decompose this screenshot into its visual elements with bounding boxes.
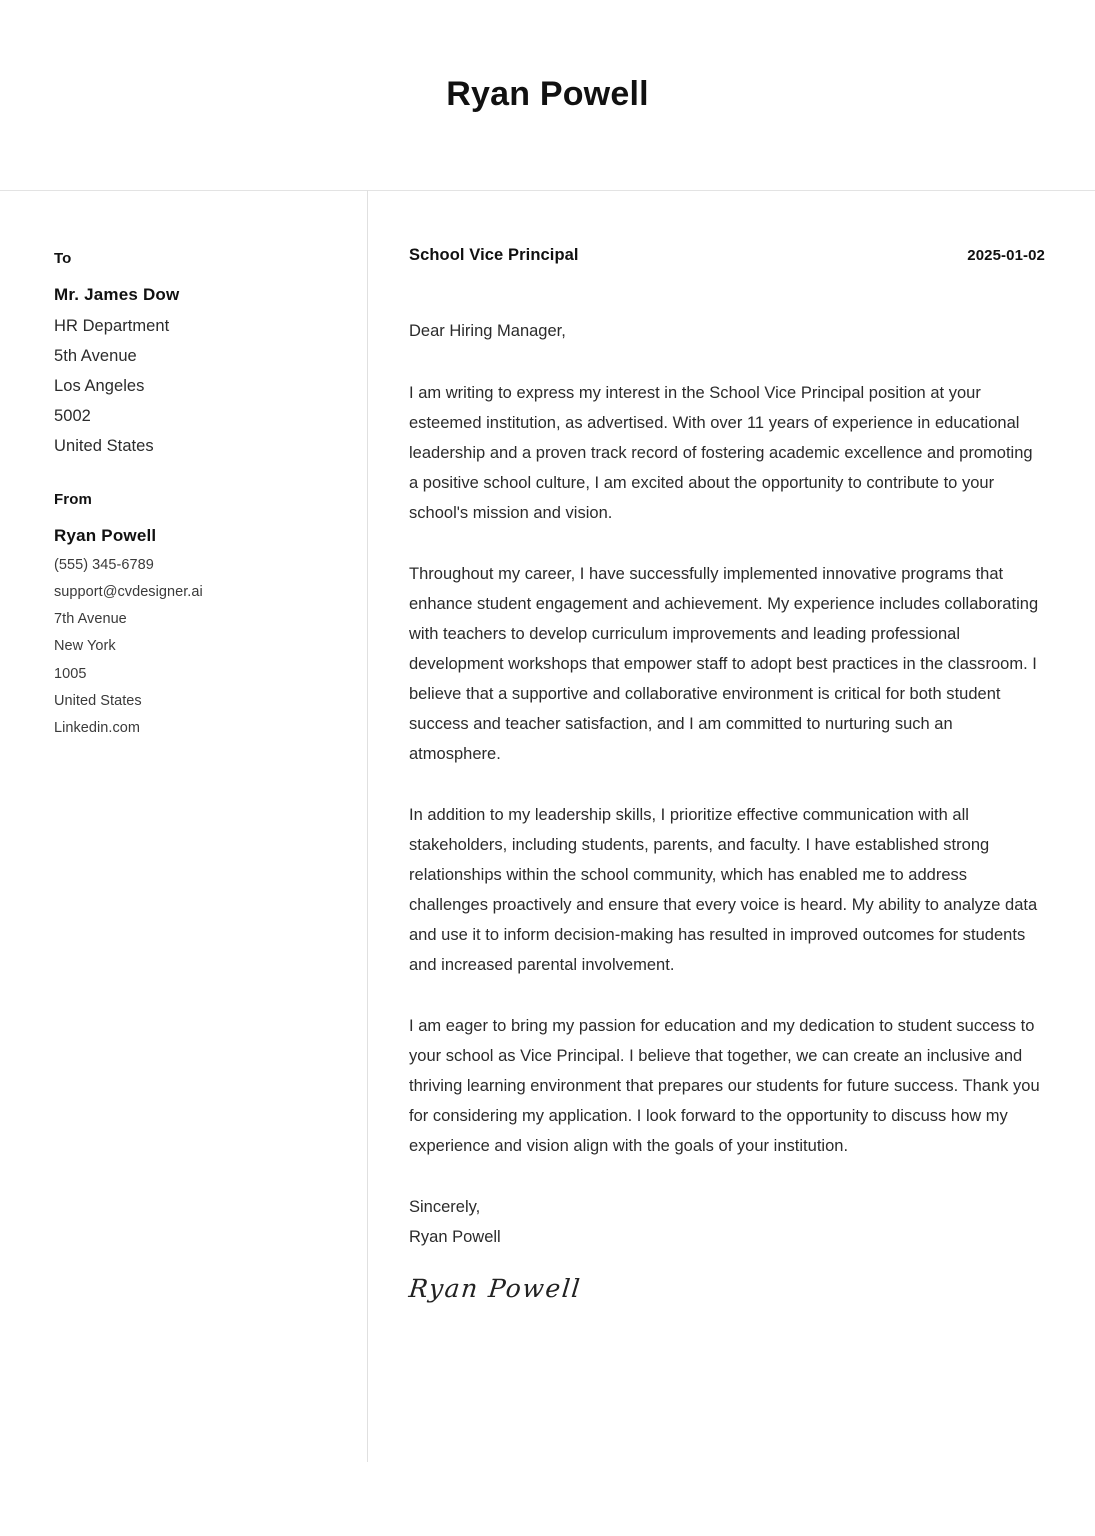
closing-block — [409, 1192, 1045, 1252]
job-title: School Vice Principal — [409, 246, 579, 264]
recipient-line: HR Department — [54, 317, 170, 335]
sender-phone: (555) 345-6789 — [54, 557, 154, 574]
page-title: Ryan Powell — [446, 75, 649, 114]
address-sidebar — [0, 190, 367, 772]
salutation: Dear Hiring Manager, — [409, 322, 566, 340]
body-paragraph: In addition to my leadership skills, I prioritize effective communication with all stakeholders, including students, parents, and faculty. I have established strong relationships within the school community, which has enabled me to address challenges proactively and ensure that every voice is heard. My ability to analyze data and use it to inform decision-making has resulted in improved outcomes for students and increased parental involvement. — [409, 805, 1038, 975]
recipient-line: 5th Avenue — [54, 347, 137, 366]
recipient-line: Los Angeles — [54, 377, 145, 396]
body-paragraph: I am eager to bring my passion for education and my dedication to student success to your school as Vice Principal. I believe that together, we can create an inclusive and thriving learning environment that prepares our students for future success. Thank you for considering my application. I look forward to the opportunity to discuss how my experience and vision align with the goals of your institution. — [409, 1017, 1040, 1156]
body-paragraph: I am writing to express my interest in the School Vice Principal position at your esteemed institution, as advertised. With over 11 years of experience in educational leadership and a proven track record of fostering academic excellence and promoting a positive school culture, I am excited about the opportunity to contribute to your school's mission and vision. — [409, 383, 1033, 522]
sender-heading: From — [54, 491, 92, 509]
body-paragraph: Throughout my career, I have successfully implemented innovative programs that enhance student engagement and achievement. My experience includes collaborating with teachers to develop curriculum improvements and leading professional development workshops that empower staff to adopt best practices in the classroom. I believe that a supportive and collaborative environment is critical for both student success and teacher satisfaction, and I am committed to nurturing such an atmosphere. — [409, 564, 1039, 763]
column-divider — [367, 190, 368, 1462]
recipient-name: Mr. James Dow — [54, 285, 180, 304]
letter-meta-row — [409, 246, 1045, 265]
closing-salutation: Sincerely, — [409, 1198, 481, 1217]
sender-email: support@cvdesigner.ai — [54, 584, 203, 601]
recipient-block — [54, 250, 337, 461]
sender-line: 1005 — [54, 665, 87, 682]
recipient-heading: To — [54, 250, 72, 267]
sender-block — [54, 491, 337, 742]
recipient-line: 5002 — [54, 407, 91, 426]
letter-date: 2025-01-02 — [967, 247, 1045, 264]
sender-name: Ryan Powell — [54, 526, 157, 546]
closing-name: Ryan Powell — [409, 1228, 501, 1247]
sender-line: New York — [54, 638, 116, 655]
sender-line: United States — [54, 692, 142, 709]
recipient-line: United States — [54, 437, 154, 456]
signature: Ryan Powell — [407, 1274, 583, 1304]
letter-content — [367, 190, 1095, 1304]
sender-website: Linkedin.com — [54, 719, 141, 736]
letter-body — [0, 190, 1095, 1304]
sender-line: 7th Avenue — [54, 611, 127, 628]
letter-header — [0, 0, 1095, 190]
